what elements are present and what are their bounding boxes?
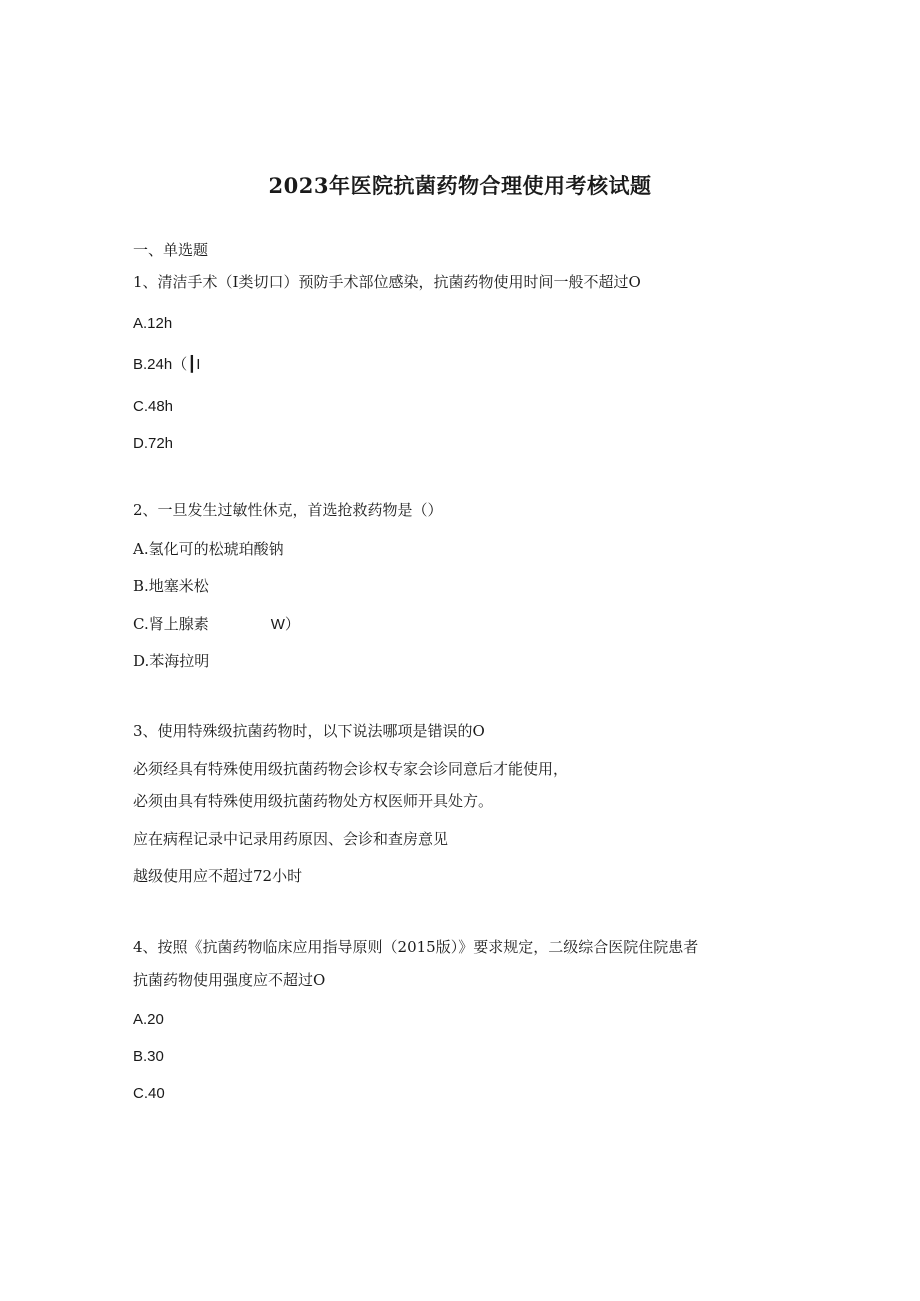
question-4-option-b: B.30 <box>133 1048 164 1065</box>
question-2-option-c-row <box>133 614 300 635</box>
question-2-option-a: A.氢化可的松琥珀酸钠 <box>133 540 284 558</box>
page-title: 2023年医院抗菌药物合理使用考核试题 <box>268 173 652 198</box>
question-2-stem: 2、一旦发生过敏性休克，首选抢救药物是（） <box>133 501 443 519</box>
question-2-option-c: C.肾上腺素 <box>133 615 209 633</box>
question-4-option-a: A.20 <box>133 1011 164 1028</box>
question-3-line-1: 必须经具有特殊使用级抗菌药物会诊权专家会诊同意后才能使用， <box>133 760 569 778</box>
question-3-stem: 3、使用特殊级抗菌药物时，以下说法哪项是错误的O <box>133 722 485 740</box>
question-1-option-c: C.48h <box>133 398 174 415</box>
question-3-line-4: 越级使用应不超过72小时 <box>133 867 303 885</box>
question-4-stem-line-2: 抗菌药物使用强度应不超过O <box>133 971 326 989</box>
question-2-option-b: B.地塞米松 <box>133 577 209 595</box>
question-1-option-d: D.72h <box>133 435 174 452</box>
question-3-line-3: 应在病程记录中记录用药原因、会诊和查房意见 <box>133 830 449 848</box>
question-1-option-b: B.24h（┃I <box>133 356 201 373</box>
question-1-option-a: A.12h <box>133 315 173 332</box>
question-4-stem-line-1: 4、按照《抗菌药物临床应用指导原则（2015版）》要求规定，二级综合医院住院患者 <box>133 938 699 956</box>
question-1-stem: 1、清洁手术（I类切口）预防手术部位感染，抗菌药物使用时间一般不超过O <box>133 273 641 291</box>
question-3-line-2: 必须由具有特殊使用级抗菌药物处方权医师开具处方。 <box>133 792 494 810</box>
question-2-option-d: D.苯海拉明 <box>133 652 210 670</box>
question-4-option-c: C.40 <box>133 1085 165 1102</box>
question-2-mark: W） <box>270 616 300 633</box>
section-heading: 一、单选题 <box>133 241 209 259</box>
